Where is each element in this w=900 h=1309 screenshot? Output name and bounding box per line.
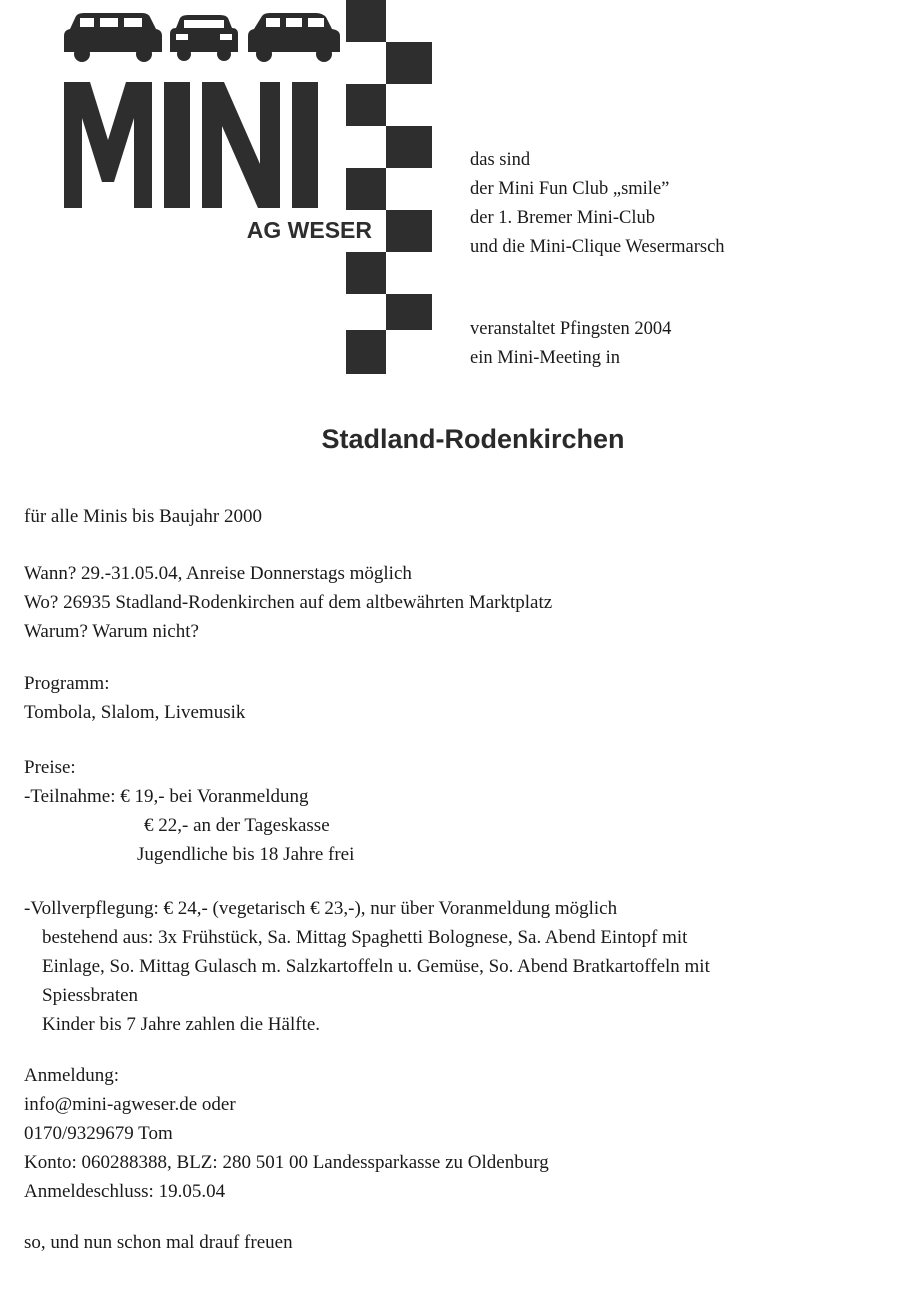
registration-deadline: Anmeldeschluss: 19.05.04 bbox=[24, 1181, 226, 1202]
why-line: Warum? Warum nicht? bbox=[24, 621, 199, 642]
intro-clubs bbox=[470, 146, 725, 262]
intro-line: der Mini Fun Club „smile” bbox=[470, 179, 670, 199]
program-section bbox=[24, 669, 245, 727]
registration-email: info@mini-agweser.de oder bbox=[24, 1094, 236, 1115]
closing-text: so, und nun schon mal drauf freuen bbox=[24, 1232, 293, 1253]
fee-line: Jugendliche bis 18 Jahre frei bbox=[137, 844, 355, 865]
registration-phone: 0170/9329679 Tom bbox=[24, 1123, 173, 1144]
program-label: Programm: bbox=[24, 673, 110, 694]
registration-label: Anmeldung: bbox=[24, 1065, 119, 1086]
checkered-flag-icon bbox=[346, 0, 432, 374]
announcement-line: veranstaltet Pfingsten 2004 bbox=[470, 319, 672, 339]
car-silhouette-icon bbox=[170, 15, 238, 61]
prices-section bbox=[24, 753, 354, 869]
logo-subtitle: AG WESER bbox=[246, 217, 372, 243]
where-line: Wo? 26935 Stadland-Rodenkirchen auf dem altbewährten Marktplatz bbox=[24, 592, 553, 613]
prices-label: Preise: bbox=[24, 757, 76, 778]
event-details bbox=[24, 559, 552, 646]
fee-line: -Teilnahme: € 19,- bei Voranmeldung bbox=[24, 786, 309, 807]
when-line: Wann? 29.-31.05.04, Anreise Donnerstags möglich bbox=[24, 563, 412, 584]
mini-ag-weser-logo bbox=[50, 0, 450, 380]
meals-section bbox=[24, 894, 710, 1039]
intro-line: und die Mini-Clique Wesermarsch bbox=[470, 237, 725, 257]
program-text: Tombola, Slalom, Livemusik bbox=[24, 702, 246, 723]
audience-text: für alle Minis bis Baujahr 2000 bbox=[24, 506, 262, 527]
car-silhouette-icon bbox=[248, 13, 340, 62]
intro-line: der 1. Bremer Mini-Club bbox=[470, 208, 655, 228]
intro-line: das sind bbox=[470, 150, 531, 170]
registration-section bbox=[24, 1061, 549, 1206]
car-silhouette-icon bbox=[64, 13, 162, 62]
meals-line: Einlage, So. Mittag Gulasch m. Salzkartoffeln u. Gemüse, So. Abend Bratkartoffeln mit bbox=[42, 956, 710, 977]
meals-line: Spiessbraten bbox=[42, 985, 139, 1006]
page-title: Stadland-Rodenkirchen bbox=[321, 424, 625, 454]
bank-account: Konto: 060288388, BLZ: 280 501 00 Landessparkasse zu Oldenburg bbox=[24, 1152, 549, 1173]
meals-line: Kinder bis 7 Jahre zahlen die Hälfte. bbox=[42, 1014, 321, 1035]
fee-line: € 22,- an der Tageskasse bbox=[144, 815, 330, 836]
intro-announcement bbox=[470, 315, 671, 373]
meals-line: bestehend aus: 3x Frühstück, Sa. Mittag Spaghetti Bolognese, Sa. Abend Eintopf mit bbox=[42, 927, 688, 948]
announcement-line: ein Mini-Meeting in bbox=[470, 348, 621, 368]
mini-wordmark bbox=[64, 82, 318, 208]
meals-line: -Vollverpflegung: € 24,- (vegetarisch € 23,-), nur über Voranmeldung möglich bbox=[24, 898, 618, 919]
